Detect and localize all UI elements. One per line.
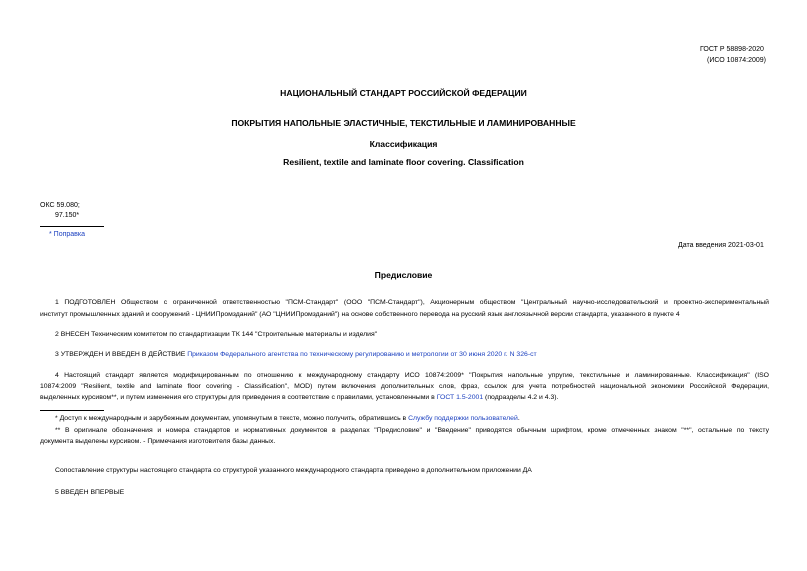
iso-code: (ИСО 10874:2009) bbox=[707, 57, 766, 64]
document-subtitle: Классификация bbox=[369, 139, 438, 149]
separator-line bbox=[40, 226, 104, 227]
footnote-2-line-1: ** В оригинале обозначения и номера стандартов и нормативных документов в разделах "Предисловие" и "Введение" приводятся обычным шрифтом, кроме отмеченных знаком "**", остальные по тексту bbox=[55, 427, 769, 434]
english-title: Resilient, textile and laminate floor covering. Classification bbox=[283, 157, 524, 167]
document-title: ПОКРЫТИЯ НАПОЛЬНЫЕ ЭЛАСТИЧНЫЕ, ТЕКСТИЛЬНЫЕ И ЛАМИНИРОВАННЫЕ bbox=[231, 118, 576, 128]
national-standard-heading: НАЦИОНАЛЬНЫЙ СТАНДАРТ РОССИЙСКОЙ ФЕДЕРАЦИИ bbox=[280, 88, 527, 98]
item-3-text: 3 УТВЕРЖДЕН И ВВЕДЕН В ДЕЙСТВИЕ bbox=[55, 351, 188, 358]
item-5: 5 ВВЕДЕН ВПЕРВЫЕ bbox=[55, 489, 125, 496]
footnote-1 bbox=[55, 413, 520, 424]
gost-1-5-link[interactable]: ГОСТ 1.5-2001 bbox=[436, 394, 484, 401]
footnote-2-line-2: документа выделены курсивом. - Примечания изготовителя базы данных. bbox=[40, 438, 276, 445]
amendment-link[interactable]: * Поправка bbox=[49, 231, 85, 238]
item-4-line-3 bbox=[40, 392, 558, 403]
preface-heading: Предисловие bbox=[374, 270, 433, 280]
support-link[interactable]: Службу поддержки пользователей bbox=[408, 415, 518, 422]
effective-date: Дата введения 2021-03-01 bbox=[678, 242, 764, 249]
item-4-line-1: 4 Настоящий стандарт является модифицированным по отношению к международному стандарту ИСО 10874:2009* "Покрытия напольные упругие, текстильные и ламинированные. Классификация" (ISO bbox=[55, 372, 769, 379]
item-2: 2 ВНЕСЕН Техническим комитетом по стандартизации ТК 144 "Строительные материалы и изделия" bbox=[55, 331, 378, 338]
item-4-line-2: 10874:2009 "Resilient, textile and laminate floor covering - Classification", MOD) путем включения дополнительных слов, фраз, ссылок для учета потребностей национальной экономики Российской Федерации, bbox=[40, 383, 769, 390]
footnote-1-text: * Доступ к международным и зарубежным документам, упомянутым в тексте, можно получить, обратившись в bbox=[55, 415, 409, 422]
item-4-text: выделенных курсивом**, и путем изменения его структуры для приведения в соответствие с правилами, установленными в bbox=[40, 394, 437, 401]
item-4-suffix: (подразделы 4.2 и 4.3). bbox=[483, 394, 559, 401]
oks-code-line1: ОКС 59.080; bbox=[40, 202, 80, 209]
footnote-1-suffix: . bbox=[517, 415, 520, 422]
oks-code-line2: 97.150* bbox=[55, 212, 80, 219]
order-link[interactable]: Приказом Федерального агентства по техническому регулированию и метрологии от 30 июня 2020 г. N 326-ст bbox=[187, 351, 537, 358]
comparison-note: Сопоставление структуры настоящего стандарта со структурой указанного международного стандарта приведено в дополнительном приложении ДА bbox=[55, 467, 532, 474]
item-1-line-1: 1 ПОДГОТОВЛЕН Обществом с ограниченной ответственностью "ПСМ-Стандарт" (ООО "ПСМ-Стандарт"), Акционерным обществом "Центральный научно-исследовательский и проектно-экспериментальный bbox=[55, 299, 769, 306]
gost-code: ГОСТ Р 58898-2020 bbox=[700, 46, 764, 53]
footnote-separator bbox=[40, 410, 104, 411]
item-1-line-2: институт промышленных зданий и сооружений - ЦНИИПромзданий" (АО "ЦНИИПромзданий") на основе собственного перевода на русский язык англоязычной версии стандарта, указанного в пункте 4 bbox=[40, 311, 680, 318]
item-3 bbox=[55, 349, 537, 360]
